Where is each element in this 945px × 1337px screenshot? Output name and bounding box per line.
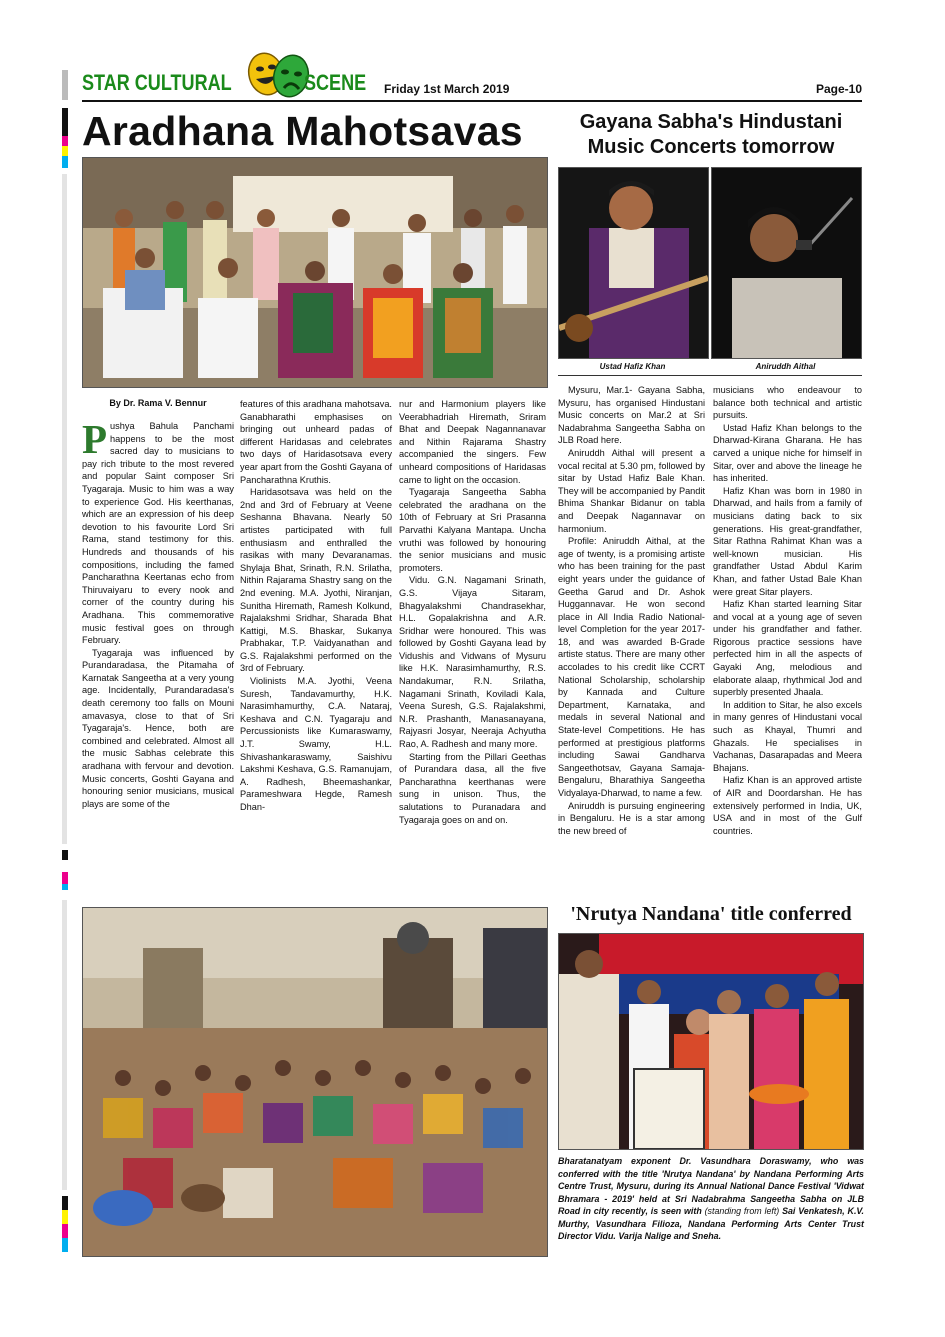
nrutya-nandana-caption [558, 1155, 864, 1243]
article1-col2-para1: features of this aradhana mahotsava. Ganabharathi emphasises on bringing out unheard padas of different Haridasas and celebrates two days of Haridasotsava every year apart from the Goshti Gayana of Pancharathna Kruthis. [240, 399, 392, 485]
registration-bar-mid-magenta [62, 872, 68, 884]
caption-hafiz-khan: Ustad Hafiz Khan [599, 362, 666, 371]
photo-hafiz-khan [558, 167, 709, 359]
article2-col1-para1: Mysuru, Mar.1- Gayana Sabha, Mysuru, has organised Hindustani Music concerts on Mar.2 at Sri Nadabrahma Sangeetha Sabha on JLB Road here. [558, 385, 705, 446]
registration-bar-cyan [62, 156, 68, 168]
caption-aniruddh-aithal: Aniruddh Aithal [755, 362, 816, 371]
registration-bar-black [62, 108, 68, 136]
article1-col2-para3: Violinists M.A. Jyothi, Veena Suresh, Tandavamurthy, H.K. Narasimhamurthy, C.A. Nataraj, Keshava and C.N. Tyagaraju and Percussionists like Kumaraswamy, J.T. Swamy, H.L. Shivashankaraswamy, Saishivu Lakshmi Keshava, G.S. Ramanujam, A. Radhesh, Bheemashankar, Parameshwara Hegde, Ramesh Dhan- [240, 676, 392, 812]
registration-bar-grey [62, 174, 67, 844]
article1-col1-para1: ushya Bahula Panchami happens to be the most sacred day to musicians to pay rich tribute to the most revered and popular Saint composer Sri Tyagaraja. Music to him was a way to experience God. His keerthanas, which are an expression of his deep devotion to his favourite Lord Sri Rama, stand testimony for this. Hundreds and thousands of his compositions, including the famed Pancharathna Keertanas echo from Thiruvaiyaru to every nook and corner of the country during his Aradhana. This commemorative music festival goes on through February. [82, 421, 234, 646]
brand-right: SCENE [304, 70, 367, 95]
registration-bar-bot-black [62, 1196, 68, 1210]
registration-bar-mid-cyan [62, 884, 68, 890]
registration-bar-bot-magenta [62, 1224, 68, 1238]
article2-col1-para3: Profile: Aniruddh Aithal, at the age of twenty, is a promising artiste who has been training for the past eight years under the guidance of Geetha Garud and Dr. Ashok Huggannavar. He won second place in All India Radio National-level Completion for the year 2017-18, and was awarded B-Grade artiste status. There are many other accolades to his credit like CCRT National Scholarship, scholarship by Kannada and Culture Department, Karnataka, and medals in several National and State-level Competitions. He has performed at prestigious platforms including Sawai Gandharva Sangeethotsav, Gayana Samaja-Bengaluru, Bharathiya Sangeetha Vidyalaya-Dharwad, to name a few. [558, 536, 705, 798]
article2-column-2 [713, 384, 862, 837]
caption-text-a: Bharatanatyam exponent Dr. Vasundhara Doraswamy, who was conferred with the title 'Nrutya Nandana' by Nandana Performing Arts Centre Trust, Mysuru, during its Annual National Dance Festival 'Vidwat Bhramara - 2019' held at Sri Nadabrahma Sangeetha Sabha on JLB Road in city recently, is seen with [558, 1156, 864, 1216]
article2-col2-para4: Hafiz Khan started learning Sitar and vocal at a young age of seven under his grandfather and father. Rigorous practice sessions have perfected him in all the aspects of Gayaki Ang, melodious and elaborate alaap, rhythmical Jod and superbly presented Jhaala. [713, 599, 862, 698]
article2-col2-para6: Hafiz Khan is an approved artiste of AIR and Doordarshan. He has extensively performed in India, UK, USA and in most of the Gulf countries. [713, 775, 862, 836]
article1-col3-para2: Tyagaraja Sangeetha Sabha celebrated the aradhana on the 10th of February at Sri Prasanna Parvathi Kalyana Mantapa. Uncha vruthi was followed by honouring the senior musicians and music promoters. [399, 487, 546, 573]
article1-col2-para2: Haridasotsava was held on the 2nd and 3rd of February at Veene Seshanna Bhavana. Nearly 50 artistes participated with full enthusiasm and enthralled the rasikas with many Devaranamas. Shylaja Bhat, Srinath, R.N. Srilatha, Nithin Rajarama Shastry sang on the 2nd evening. M.A. Jyothi, Niranjan, Sunitha Hiremath, Ramesh Kolkund, Rajalakshmi Sridhar, Sharada Bhat Kattigi, M.S. Bhaskar, Sukanya Prabhakar, T.P. Vaidyanathan and G.S. Rajalakshmi performed on the 3rd of February. [240, 487, 392, 674]
caption-text-b: (standing from left) [704, 1206, 780, 1216]
headline-gayana-sabha: Gayana Sabha's Hindustani Music Concerts tomorrow [579, 111, 843, 158]
article2-column-1 [558, 384, 705, 837]
article2-col1-para4: Aniruddh is pursuing engineering in Bengaluru. He is a star among the new breed of [558, 800, 705, 836]
registration-bar-bot-yellow [62, 1210, 68, 1224]
photo-aniruddh-aithal [711, 167, 862, 359]
registration-bar-top [62, 70, 68, 100]
article2-col2-para3: Hafiz Khan was born in 1980 in Dharwad, and hails from a family of musicians dating back to six generations. His great-grandfather, Sitar Rathna Rahimat Khan was a well-known musician. His grandfather Ustad Abdul Karim Khan, and father Ustad Bale Khan were great Sitar players. [713, 485, 862, 597]
headline-nrutya-nandana: 'Nrutya Nandana' title conferred [570, 903, 852, 925]
article1-column-2 [240, 398, 392, 814]
article2-col2-para2: Ustad Hafiz Khan belongs to the Dharwad-Kirana Gharana. He has carved a unique niche for himself in Sitar, over and above the lineage he has inherited. [713, 422, 862, 484]
concert-hall-photo [82, 907, 548, 1257]
brand-left: STAR CULTURAL [82, 70, 232, 95]
article2-col1-para2: Aniruddh Aithal will present a vocal recital at 5.30 pm, followed by sitar by Ustad Hafiz Bale Khan. They will be accompanied by Pandit Bhima Shankar Bidanur on tabla and Deepak Nagannavar on harmonium. [558, 447, 705, 534]
registration-bar-yellow [62, 146, 68, 156]
article1-column-1 [82, 416, 234, 810]
nrutya-nandana-photo [558, 933, 864, 1150]
masthead-rule [82, 100, 862, 102]
article2-col2-para5: In addition to Sitar, he also excels in many genres of Hindustani vocal such as Khayal, Thumri and Ghazals. He specialises in Vachanas, Dasarapadas and Meera Bhajans. [713, 699, 862, 773]
headline-aradhana: Aradhana Mahotsavas [82, 108, 523, 154]
article1-col3-para1: nur and Harmonium players like Veerabhadriah Hiremath, Sriram Bhat and Deepak Nagannanavar and Nithin Rajarama Shastry accompanied the singers. Few unheard compositions of Haridasas came to light on the occasion. [399, 399, 546, 485]
article2-col2-para1: musicians who endeavour to balance both technical and artistic pursuits. [713, 385, 862, 421]
caption-rule [558, 375, 862, 376]
article1-col3-para4: Starting from the Pillari Geethas of Purandara dasa, all the five Pancharathna keerthanas were sung in unison. Thus, the salutations to Puranadara and Tyagaraja goes on and on. [399, 751, 546, 825]
page-number: Page-10 [815, 82, 862, 96]
drop-cap: P [82, 416, 108, 462]
issue-date: Friday 1st March 2019 [384, 82, 510, 96]
group-photo [82, 157, 548, 388]
registration-bar-grey-2 [62, 900, 67, 1190]
masthead [82, 66, 862, 100]
article1-col1-para2: Tyagaraja was influenced by Purandaradasa, the Pitamaha of Karnatak Sangeetha at a very young age. Incidentally, Purandaradasa's death ceremony too falls on Mouni amavasya, close to that of Sri Tyagaraja's. Hence, both are combined and celebrated. Almost all the music Sabhas celebrate this aradhana with fervour and devotion. Music concerts, Goshti Gayana and honouring senior musicians, musical plays are some of the [82, 647, 234, 809]
article1-col3-para3: Vidu. G.N. Nagamani Srinath, G.S. Vijaya Sitaram, Bhagyalakshmi Chandrasekhar, H.L. Gopalakrishna and A.R. Sridhar were honoured. This was followed by Goshti Gayana lead by Vidushis and Vidwans of Mysuru like H.K. Narasimhamurthy, R.S. Nandakumar, R.N. Srilatha, Nagamani Srinath, Koviladi Kala, Veena Suresh, G.S. Rajalakshmi, N.R. Prashanth, Manasanayana, Rajyasri Josyar, Neeraja Achyutha Rao, A. Radhesh and many more. [399, 575, 546, 750]
registration-bar-magenta [62, 136, 68, 146]
caption-text-c: Sai Venkatesh, K.V. Murthy, Vasundhara Filioza, Nandana Performing Arts Center Trust Director Vidu. Varija Nalige and Sneha. [558, 1206, 864, 1241]
registration-bar-mid-black [62, 850, 68, 860]
article1-column-3 [399, 398, 546, 826]
byline: By Dr. Rama V. Bennur [109, 398, 207, 408]
registration-bar-bot-cyan [62, 1238, 68, 1252]
